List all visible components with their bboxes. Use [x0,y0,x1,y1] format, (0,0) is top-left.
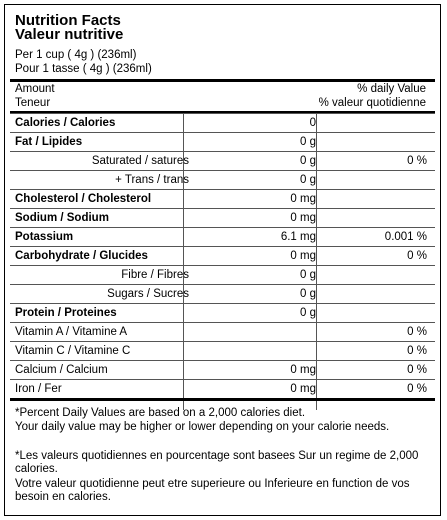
nutrient-daily-value: 0 % [407,155,427,167]
nutrient-amount: 0 mg [290,364,316,376]
nutrient-daily-value: 0.001 % [384,231,427,243]
nutrient-amount: 0 g [300,269,316,281]
daily-value-heading-english: % daily Value [357,83,426,95]
nutrient-row-cholesterol [10,189,435,209]
nutrient-row-trans [10,170,435,190]
nutrient-name: Fat / Lipides [15,136,83,148]
footnote-french-line2: Votre valeur quotidienne peut etre superieure ou Inferieure en function de vos besoin en calories. [15,478,410,503]
nutrient-daily-value: 0 % [407,383,427,395]
nutrient-row-sugars [10,284,435,304]
footnote-english-line1: *Percent Daily Values are based on a 2,000 calories diet. [15,407,306,419]
nutrient-amount: 0 g [300,288,316,300]
nutrient-row-calories [10,113,435,133]
nutrient-row-vitamin-a [10,322,435,342]
nutrition-facts-label [4,4,441,516]
nutrient-name: Fibre / Fibres [121,269,189,281]
nutrient-amount: 0 mg [290,193,316,205]
nutrient-row-sodium [10,208,435,228]
nutrient-row-carbohydrate [10,246,435,266]
nutrient-amount: 0 g [300,136,316,148]
nutrient-amount: 0 g [300,174,316,186]
nutrient-amount: 0 g [300,155,316,167]
nutrient-name: Sugars / Sucres [107,288,189,300]
nutrient-daily-value: 0 % [407,250,427,262]
nutrient-name: + Trans / trans [115,174,189,186]
nutrient-amount: 0 mg [290,212,316,224]
nutrient-daily-value: 0 % [407,326,427,338]
nutrient-name: Saturated / satures [91,155,189,167]
footnote-french-line1: *Les valeurs quotidiennes en pourcentage sont basees Sur un regime de 2,000 calories. [15,450,419,475]
footnote-english-line2: Your daily value may be higher or lower depending on your calorie needs. [15,421,390,433]
amount-heading-english: Amount [15,83,55,95]
nutrient-amount: 0 g [300,307,316,319]
amount-heading-french: Teneur [15,97,51,109]
nutrient-daily-value: 0 % [407,345,427,357]
nutrient-daily-value: 0 % [407,364,427,376]
nutrient-name: Cholesterol / Cholesterol [15,193,152,205]
title-english: Nutrition Facts [15,12,121,29]
nutrient-amount: 6.1 mg [280,231,316,243]
nutrient-name: Calcium / Calcium [15,364,108,376]
nutrient-row-potassium [10,227,435,247]
footnote-divider-bar [10,398,435,401]
nutrient-amount: 0 mg [290,383,316,395]
title-french: Valeur nutritive [15,26,124,43]
nutrient-row-protein [10,303,435,323]
nutrient-amount: 0 mg [290,250,316,262]
nutrient-amount: 0 [309,117,316,129]
serving-size-english: Per 1 cup ( 4g ) (236ml) [15,49,137,61]
nutrient-row-fat [10,132,435,152]
header-divider-bar [10,79,435,82]
serving-size-french: Pour 1 tasse ( 4g ) (236ml) [15,63,152,75]
nutrient-row-vitamin-c [10,341,435,361]
nutrient-row-calcium [10,360,435,380]
nutrient-name: Protein / Proteines [15,307,117,319]
nutrient-name: Iron / Fer [15,383,62,395]
nutrient-name: Calories / Calories [15,117,116,129]
nutrient-name: Vitamin A / Vitamine A [15,326,128,338]
nutrient-name: Sodium / Sodium [15,212,109,224]
nutrient-row-iron [10,379,435,399]
nutrient-row-fibre [10,265,435,285]
nutrient-name: Potassium [15,231,74,243]
nutrient-name: Vitamin C / Vitamine C [15,345,131,357]
nutrient-name: Carbohydrate / Glucides [15,250,148,262]
nutrient-row-saturated [10,151,435,171]
daily-value-heading-french: % valeur quotidienne [318,97,426,109]
